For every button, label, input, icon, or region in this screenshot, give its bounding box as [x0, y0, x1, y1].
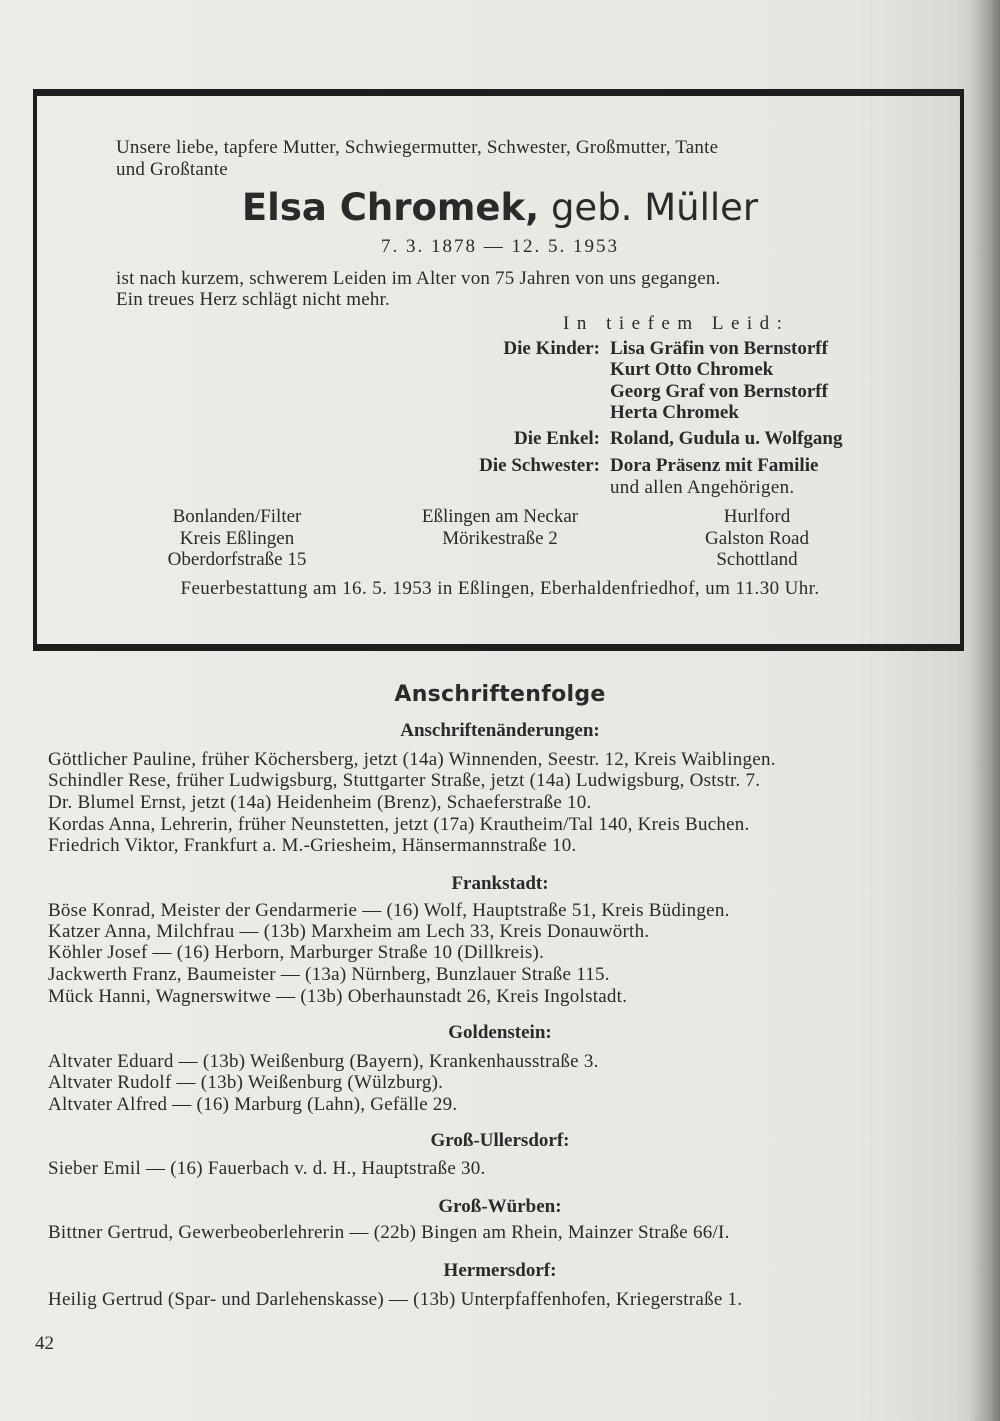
deceased-maiden-name: geb. Müller — [539, 186, 759, 229]
list-item: Göttlicher Pauline, früher Köchersberg, jetzt (14a) Winnenden, Seestr. 12, Kreis Waiblingen. — [48, 749, 776, 770]
list-item: Dr. Blumel Ernst, jetzt (14a) Heidenheim (Brenz), Schaeferstraße 10. — [48, 792, 592, 813]
address-line: Eßlingen am Neckar — [421, 506, 579, 527]
list-item: Altvater Rudolf — (13b) Weißenburg (Wülzburg). — [48, 1072, 444, 1093]
address-line: Galston Road — [705, 527, 809, 549]
list-item: Böse Konrad, Meister der Gendarmerie — (16) Wolf, Hauptstraße 51, Kreis Büdingen. — [48, 900, 730, 921]
relatives-line: und allen Angehörigen. — [610, 477, 795, 498]
list-item: Kordas Anna, Lehrerin, früher Neunstetten, jetzt (17a) Krautheim/Tal 140, Kreis Buchen. — [48, 814, 750, 835]
list-item: Altvater Alfred — (16) Marburg (Lahn), Gefälle 29. — [48, 1094, 458, 1115]
list-item: Heilig Gertrud (Spar- und Darlehenskasse) — (13b) Unterpfaffenhofen, Kriegerstraße 1. — [48, 1289, 743, 1310]
address-line: Mörikestraße 2 — [442, 527, 558, 549]
list-item: Sieber Emil — (16) Fauerbach v. d. H., Hauptstraße 30. — [48, 1158, 486, 1179]
section-heading: Frankstadt: — [451, 873, 549, 894]
death-notice-line: Ein treues Herz schlägt nicht mehr. — [116, 289, 390, 310]
grandchildren-label: Die Enkel: — [513, 428, 600, 449]
sister-name: Dora Präsenz mit Familie — [610, 455, 819, 476]
list-item: Altvater Eduard — (13b) Weißenburg (Bayern), Krankenhausstraße 3. — [48, 1051, 599, 1072]
page-number: 42 — [35, 1333, 54, 1354]
list-item: Schindler Rese, früher Ludwigsburg, Stuttgarter Straße, jetzt (14a) Ludwigsburg, Oststr. 7. — [48, 770, 761, 791]
obituary-intro-line: Unsere liebe, tapfere Mutter, Schwiegermutter, Schwester, Großmutter, Tante — [116, 137, 719, 158]
list-item: Jackwerth Franz, Baumeister — (13a) Nürnberg, Bunzlauer Straße 115. — [48, 964, 610, 985]
cremation-notice: Feuerbestattung am 16. 5. 1953 in Eßlingen, Eberhaldenfriedhof, um 11.30 Uhr. — [180, 578, 820, 599]
sister-label: Die Schwester: — [479, 455, 600, 476]
obituary-intro-line: und Großtante — [116, 159, 228, 180]
address-line: Schottland — [716, 549, 798, 570]
section-heading: Groß-Ullersdorf: — [430, 1130, 570, 1151]
child-name: Herta Chromek — [610, 402, 739, 423]
death-notice — [116, 268, 721, 310]
in-tiefem-leid: In tiefem Leid: — [563, 313, 790, 334]
address-line: Kreis Eßlingen — [179, 527, 295, 549]
child-name: Lisa Gräfin von Bernstorff — [610, 338, 828, 359]
address-line: Hurlford — [723, 506, 791, 527]
children-label: Die Kinder: — [503, 338, 600, 359]
address-line: Oberdorfstraße 15 — [167, 549, 307, 570]
list-item: Köhler Josef — (16) Herborn, Marburger Straße 10 (Dillkreis). — [48, 942, 545, 963]
deceased-name-bold: Elsa Chromek, — [241, 186, 540, 229]
address-block-bonlanden — [122, 506, 352, 571]
child-name: Kurt Otto Chromek — [610, 359, 774, 380]
list-item: Katzer Anna, Milchfrau — (13b) Marxheim am Lech 33, Kreis Donauwörth. — [48, 921, 650, 942]
life-dates: 7. 3. 1878 — 12. 5. 1953 — [381, 236, 619, 257]
section-heading: Goldenstein: — [448, 1022, 552, 1043]
grandchildren-names: Roland, Gudula u. Wolfgang — [610, 428, 843, 449]
section-heading: Hermersdorf: — [443, 1260, 557, 1281]
address-block-esslingen — [385, 506, 615, 549]
list-item: Mück Hanni, Wagnerswitwe — (13b) Oberhaunstadt 26, Kreis Ingolstadt. — [48, 986, 628, 1007]
section-heading: Groß-Würben: — [438, 1196, 562, 1217]
address-block-hurlford — [642, 506, 872, 571]
deceased-name — [0, 186, 1000, 229]
list-item: Friedrich Viktor, Frankfurt a. M.-Griesheim, Hänsermannstraße 10. — [48, 835, 577, 856]
death-notice-line: ist nach kurzem, schwerem Leiden im Alter von 75 Jahren von uns gegangen. — [116, 268, 721, 289]
list-item: Bittner Gertrud, Gewerbeoberlehrerin — (22b) Bingen am Rhein, Mainzer Straße 66/I. — [48, 1222, 730, 1243]
obituary-intro — [116, 137, 718, 181]
child-name: Georg Graf von Bernstorff — [610, 381, 828, 402]
address-line: Bonlanden/Filter — [172, 506, 302, 527]
section-heading: Anschriftenänderungen: — [400, 720, 600, 741]
section-title: Anschriftenfolge — [394, 682, 606, 707]
